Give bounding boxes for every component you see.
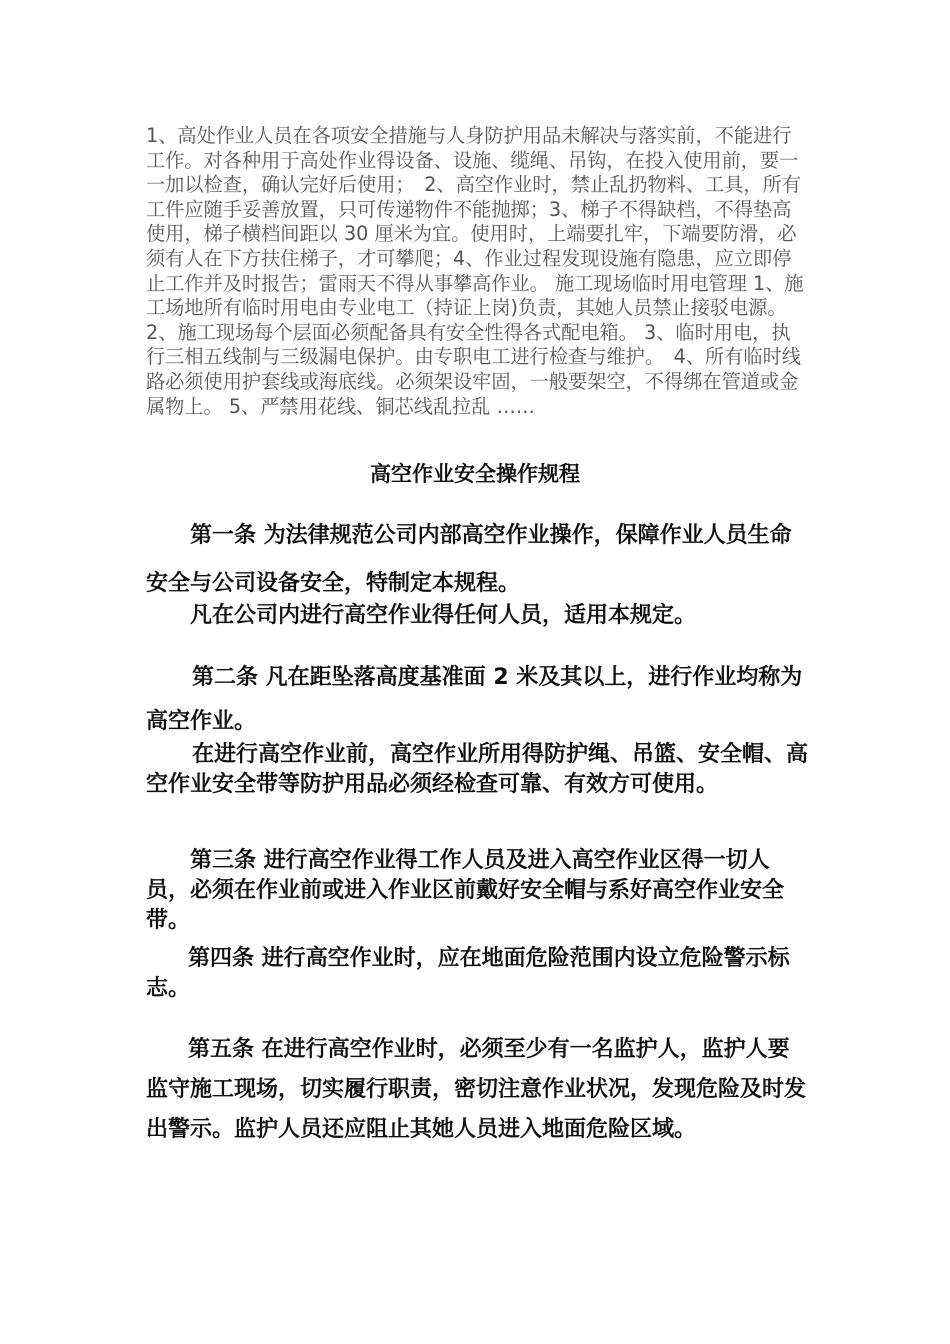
- article-5-paragraph: 第五条 在进行高空作业时，必须至少有一名监护人，监护人要监守施工现场，切实履行职责，密切注意作业状况，发现危险及时发出警示。监护人员还应阻止其她人员进入地面危险区域。: [146, 1037, 807, 1142]
- article-4-paragraph: 第四条 进行高空作业时，应在地面危险范围内设立危险警示标志。: [146, 946, 790, 1001]
- article-2-paragraph: 第二条 凡在距坠落高度基准面 2 米及其以上，进行作业均称为高空作业。: [146, 665, 803, 734]
- document-title: 高空作业安全操作规程: [370, 462, 580, 486]
- intro-paragraph: 1、高处作业人员在各项安全措施与人身防护用品未解决与落实前，不能进行工作。对各种用于高处作业得设备、设施、缆绳、吊钩，在投入使用前，要一一加以检查，确认完好后使用； 2、高空作业时，禁止乱扔物料、工具，所有工件应随手妥善放置，只可传递物件不能抛掷；3、梯子不得缺档，不得垫高使用，梯子横档间距以 30 厘米为宜。使用时，上端要扎牢，下端要防滑，必须有人在下方扶住梯子，才可攀爬；4、作业过程发现设施有隐患，应立即停止工作并及时报告；雷雨天不得从事攀高作业。 施工现场临时用电管理 1、施工场地所有临时用电由专业电工（持证上岗)负责，其她人员禁止接驳电源。 2、施工现场每个层面必须配备具有安全性得各式配电箱。 3、临时用电，执行三相五线制与三级漏电保护。由专职电工进行检查与维护。 4、所有临时线路必须使用护套线或海底线。必须架设牢固，一般要架空，不得绑在管道或金属物上。 5、严禁用花线、铜芯线乱拉乱 ……: [146, 124, 804, 418]
- equipment-check-paragraph: 在进行高空作业前，高空作业所用得防护绳、吊篮、安全帽、高空作业安全带等防护用品必须经检查可靠、有效方可使用。: [146, 742, 809, 797]
- article-3-paragraph: 第三条 进行高空作业得工作人员及进入高空作业区得一切人员，必须在作业前或进入作业区前戴好安全帽与系好高空作业安全带。: [146, 848, 785, 933]
- scope-paragraph: 凡在公司内进行高空作业得任何人员，适用本规定。: [190, 603, 697, 628]
- article-1-paragraph: 第一条 为法律规范公司内部高空作业操作，保障作业人员生命安全与公司设备安全，特制定本规程。: [146, 523, 792, 596]
